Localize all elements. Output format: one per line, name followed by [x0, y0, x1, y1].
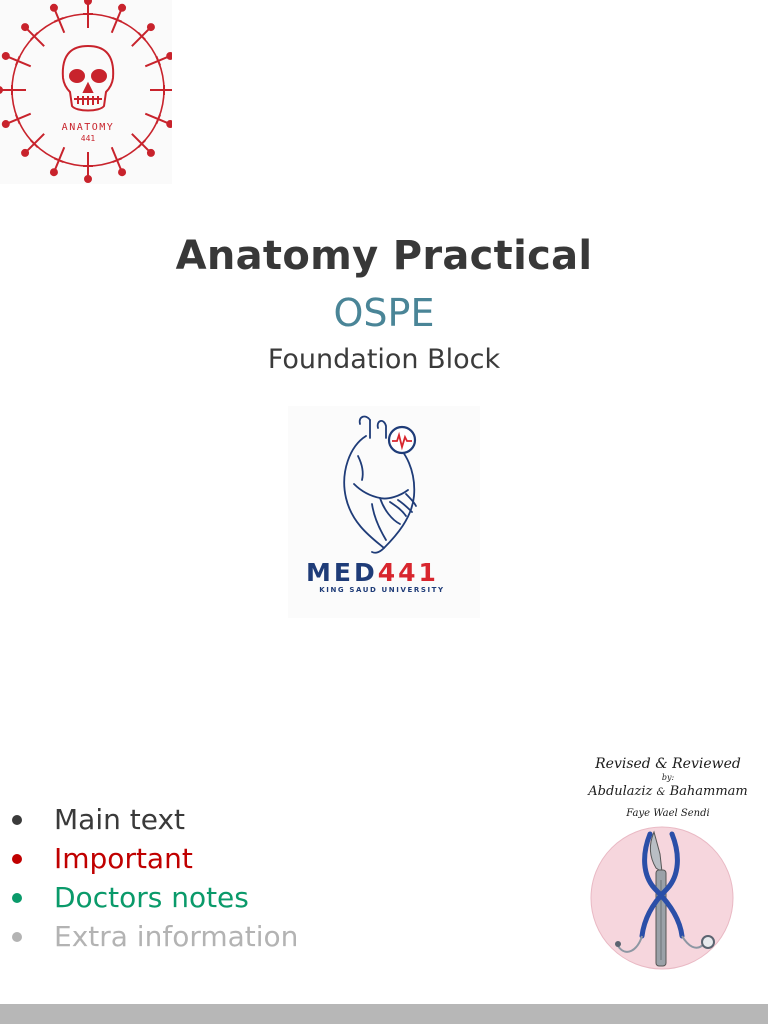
figure-head [119, 169, 125, 175]
figure-head [51, 169, 57, 175]
credits-by: by: [661, 773, 675, 782]
legend-item-main-text [12, 800, 298, 839]
legend-label: Extra information [54, 920, 299, 953]
figure-head [22, 150, 28, 156]
title-block [0, 228, 768, 380]
figure-head [3, 121, 9, 127]
figure-head [167, 53, 172, 59]
footer-bar [0, 1004, 768, 1024]
skull-badge-icon [0, 0, 172, 184]
figure-head [119, 5, 125, 11]
logo-text-441: 441 [80, 134, 96, 143]
figure-spoke [27, 29, 44, 46]
anatomy-441-logo [0, 0, 172, 184]
figure-head [167, 121, 172, 127]
bullet-icon [12, 893, 22, 903]
credits-badge [584, 752, 752, 974]
figure-head [85, 176, 91, 182]
block-name: Foundation Block [267, 344, 501, 375]
credits-heading: Revised & Reviewed [595, 756, 741, 772]
legend-label: Main text [54, 803, 186, 836]
med-wordmark-text: MED [306, 558, 378, 587]
figure-head [148, 24, 154, 30]
figure-head [85, 0, 91, 4]
med441-wordmark [306, 558, 439, 587]
reviewer-name-1: Abdulaziz [588, 784, 653, 799]
university-name: KING SAUD UNIVERSITY [319, 586, 445, 594]
credits-ampersand: & [656, 787, 666, 798]
figure-head [22, 24, 28, 30]
reviewer-name-3: Faye Wael Sendi [626, 808, 710, 819]
figure-head [3, 53, 9, 59]
stethoscope-scalpel-icon [584, 824, 752, 974]
heart-hands-icon [288, 406, 480, 556]
bullet-icon [12, 932, 22, 942]
legend-label: Doctors notes [54, 881, 249, 914]
logo-text-anatomy: ANATOMY [61, 122, 115, 133]
page-subtitle: OSPE [333, 291, 435, 335]
med441-logo [288, 406, 480, 618]
legend-item-important [12, 839, 298, 878]
reviewer-name-2: Bahammam [669, 784, 748, 799]
page-title: Anatomy Practical [175, 233, 593, 279]
med-wordmark-number: 441 [377, 558, 439, 587]
figure-head [148, 150, 154, 156]
bullet-icon [12, 854, 22, 864]
color-legend [12, 800, 298, 956]
figure-spoke [132, 29, 149, 46]
figure-spoke [27, 134, 44, 151]
figure-head [51, 5, 57, 11]
bullet-icon [12, 815, 22, 825]
legend-label: Important [54, 842, 193, 875]
figure-spoke [132, 134, 149, 151]
legend-item-extra-information [12, 917, 298, 956]
credits-names [584, 784, 752, 799]
figure-head [0, 87, 2, 93]
legend-item-doctors-notes [12, 878, 298, 917]
